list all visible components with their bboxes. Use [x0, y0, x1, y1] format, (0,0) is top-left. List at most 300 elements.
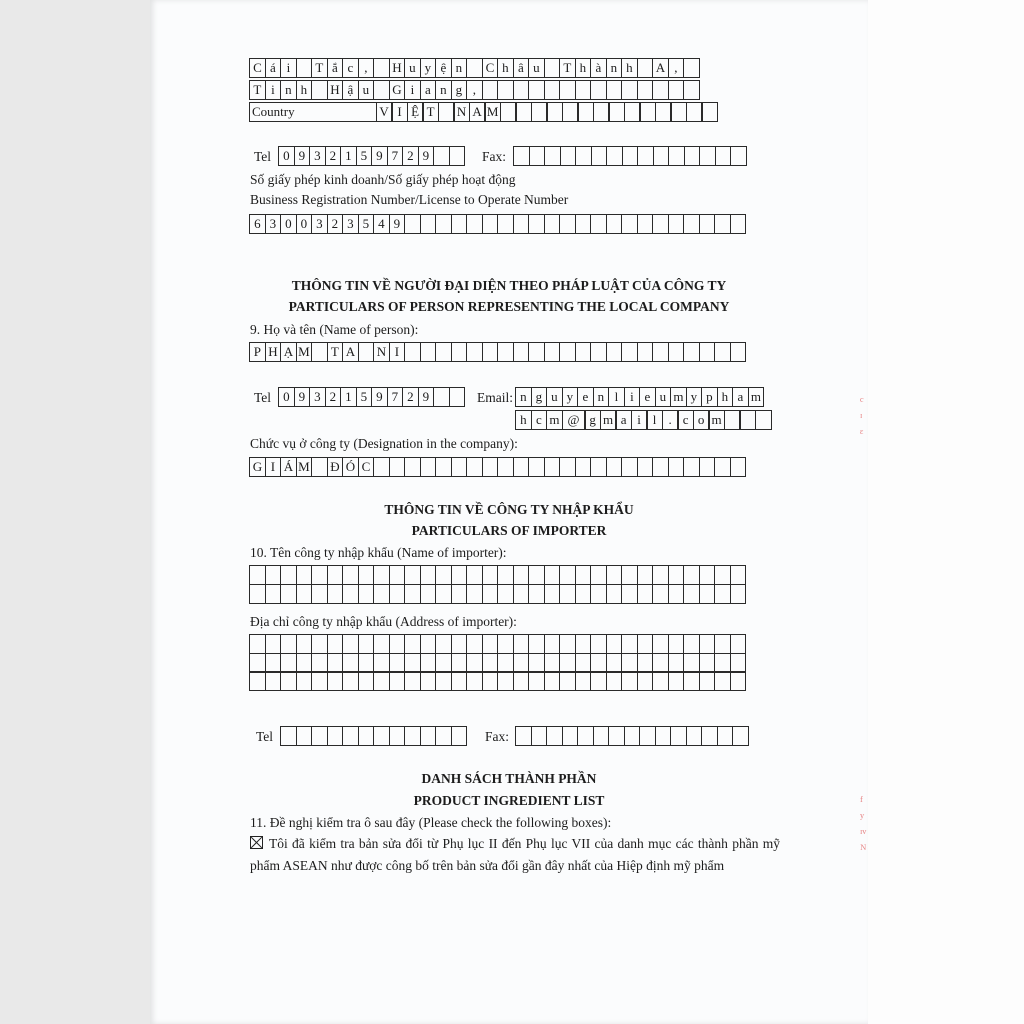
char-cell: [683, 80, 700, 100]
blank-cell: [577, 726, 594, 746]
blank-cell: [389, 653, 406, 673]
importer-name-field[interactable]: [249, 565, 745, 602]
blank-cell: [482, 565, 499, 585]
person-name-field[interactable]: [249, 342, 745, 362]
char-cell: [699, 146, 716, 166]
blank-cell: [699, 565, 716, 585]
char-cell: [529, 146, 546, 166]
blank-cell: [668, 634, 685, 654]
char-cell: [637, 146, 654, 166]
char-cell: [544, 457, 561, 477]
char-cell: n: [280, 80, 297, 100]
blank-cell: [249, 565, 266, 585]
char-cell: c: [531, 410, 548, 430]
char-cell: [482, 457, 499, 477]
char-cell: C: [358, 457, 375, 477]
char-cell: [668, 342, 685, 362]
blank-cell: [730, 653, 747, 673]
char-cell: Đ: [327, 457, 344, 477]
char-cell: u: [404, 58, 421, 78]
blank-cell: [606, 565, 623, 585]
char-cell: [559, 214, 576, 234]
company-tel-field[interactable]: [278, 146, 464, 166]
char-cell: h: [621, 58, 638, 78]
blank-cell: [699, 634, 716, 654]
char-cell: T: [422, 102, 439, 122]
char-cell: [311, 80, 328, 100]
rep-tel-field[interactable]: [278, 387, 464, 407]
blank-cell: [699, 584, 716, 604]
blank-cell: [358, 565, 375, 585]
char-cell: [559, 342, 576, 362]
char-cell: g: [531, 387, 548, 407]
blank-cell: [280, 565, 297, 585]
char-cell: ệ: [435, 58, 452, 78]
email-field-line-2[interactable]: [515, 410, 770, 430]
char-cell: ậ: [342, 80, 359, 100]
blank-cell: [513, 565, 530, 585]
blank-cell: [342, 671, 359, 691]
char-cell: [544, 80, 561, 100]
char-cell: [466, 58, 483, 78]
char-cell: u: [358, 80, 375, 100]
char-cell: 4: [373, 214, 390, 234]
char-cell: [637, 80, 654, 100]
blank-cell: [528, 634, 545, 654]
char-cell: [624, 102, 641, 122]
blank-cell: [544, 565, 561, 585]
blank-cell: [652, 671, 669, 691]
blank-cell: [714, 584, 731, 604]
char-cell: 7: [387, 387, 404, 407]
blank-cell: [466, 634, 483, 654]
char-cell: u: [528, 58, 545, 78]
char-cell: [683, 342, 700, 362]
char-cell: [466, 457, 483, 477]
blank-cell: [531, 726, 548, 746]
char-cell: [449, 146, 466, 166]
char-cell: [637, 457, 654, 477]
blank-cell: [639, 726, 656, 746]
char-cell: [621, 342, 638, 362]
char-cell: y: [686, 387, 703, 407]
email-field-line-1[interactable]: [515, 387, 763, 407]
blank-cell: [621, 565, 638, 585]
blank-cell: [652, 565, 669, 585]
char-cell: [755, 410, 772, 430]
blank-cell: [451, 565, 468, 585]
char-cell: [311, 342, 328, 362]
importer-address-field[interactable]: [249, 634, 745, 690]
char-cell: I: [265, 457, 282, 477]
blank-cell: [327, 653, 344, 673]
blank-cell: [621, 634, 638, 654]
char-cell: [668, 457, 685, 477]
char-cell: 2: [325, 387, 342, 407]
char-cell: [622, 146, 639, 166]
char-cell: [513, 457, 530, 477]
char-cell: [420, 457, 437, 477]
char-cell: h: [717, 387, 734, 407]
blank-cell: [497, 653, 514, 673]
blank-cell: [606, 584, 623, 604]
char-cell: .: [662, 410, 679, 430]
ingredient-instruction: 11. Đề nghị kiểm tra ô sau đây (Please check the following boxes):: [250, 815, 612, 830]
char-cell: T: [327, 342, 344, 362]
blank-cell: [404, 584, 421, 604]
char-cell: 2: [402, 387, 419, 407]
designation-field[interactable]: [249, 457, 745, 477]
blank-cell: [590, 565, 607, 585]
importer-tel-field[interactable]: [280, 726, 466, 746]
char-cell: i: [265, 80, 282, 100]
char-cell: l: [646, 410, 663, 430]
blank-cell: [683, 653, 700, 673]
blank-cell: [513, 653, 530, 673]
blank-cell: [513, 634, 530, 654]
char-cell: [699, 457, 716, 477]
char-cell: [497, 214, 514, 234]
char-cell: M: [296, 342, 313, 362]
checked-checkbox-icon[interactable]: [250, 836, 263, 849]
char-cell: [531, 102, 548, 122]
char-cell: [637, 214, 654, 234]
blank-cell: [311, 584, 328, 604]
blank-cell: [404, 726, 421, 746]
blank-cell: [342, 726, 359, 746]
char-cell: [606, 146, 623, 166]
blank-cell: [513, 584, 530, 604]
blank-cell: [249, 634, 266, 654]
char-cell: a: [732, 387, 749, 407]
address-line-2: [249, 80, 699, 100]
char-cell: e: [639, 387, 656, 407]
char-cell: o: [693, 410, 710, 430]
blank-cell: [730, 671, 747, 691]
char-cell: 9: [418, 387, 435, 407]
business-registration-field[interactable]: [249, 214, 745, 234]
blank-cell: [637, 634, 654, 654]
business-registration-label-vi: Số giấy phép kinh doanh/Số giấy phép hoạt động: [250, 172, 516, 187]
char-cell: [449, 387, 466, 407]
char-cell: A: [652, 58, 669, 78]
char-cell: [683, 214, 700, 234]
char-cell: [590, 342, 607, 362]
blank-cell: [280, 634, 297, 654]
blank-cell: [559, 565, 576, 585]
blank-cell: [683, 584, 700, 604]
blank-cell: [420, 565, 437, 585]
char-cell: A: [469, 102, 486, 122]
char-cell: i: [631, 410, 648, 430]
char-cell: 2: [325, 146, 342, 166]
char-cell: [404, 214, 421, 234]
blank-cell: [420, 671, 437, 691]
char-cell: [714, 457, 731, 477]
char-cell: N: [373, 342, 390, 362]
char-cell: Ạ: [280, 342, 297, 362]
blank-cell: [265, 584, 282, 604]
fax-label: Fax:: [482, 149, 507, 164]
char-cell: [724, 410, 741, 430]
blank-cell: [420, 584, 437, 604]
char-cell: [528, 80, 545, 100]
char-cell: m: [748, 387, 765, 407]
blank-cell: [544, 584, 561, 604]
char-cell: [699, 342, 716, 362]
char-cell: G: [389, 80, 406, 100]
country-label: Country: [249, 102, 377, 122]
blank-cell: [714, 634, 731, 654]
char-cell: [560, 146, 577, 166]
char-cell: c: [342, 58, 359, 78]
char-cell: m: [670, 387, 687, 407]
blank-cell-row: [249, 565, 745, 585]
blank-cell: [358, 584, 375, 604]
company-fax-field[interactable]: [513, 146, 746, 166]
char-cell: [404, 457, 421, 477]
blank-cell: [451, 634, 468, 654]
blank-cell: [404, 565, 421, 585]
importer-heading-vi: THÔNG TIN VỀ CÔNG TY NHẬP KHẨU: [384, 502, 634, 517]
importer-fax-label: Fax:: [485, 729, 510, 744]
char-cell: 3: [309, 146, 326, 166]
char-cell: y: [562, 387, 579, 407]
blank-cell: [389, 634, 406, 654]
char-cell: [668, 214, 685, 234]
char-cell: 9: [294, 387, 311, 407]
char-cell: [683, 58, 700, 78]
blank-cell: [249, 584, 266, 604]
char-cell: 2: [402, 146, 419, 166]
char-cell: [652, 457, 669, 477]
char-cell: [590, 80, 607, 100]
blank-cell: [730, 565, 747, 585]
blank-cell: [249, 671, 266, 691]
blank-cell: [637, 584, 654, 604]
blank-cell: [389, 584, 406, 604]
ingredient-check-paragraph: [250, 833, 780, 877]
blank-cell: [559, 634, 576, 654]
blank-cell: [482, 671, 499, 691]
blank-cell: [575, 671, 592, 691]
char-cell: i: [280, 58, 297, 78]
char-cell: 1: [340, 387, 357, 407]
char-cell: 3: [342, 214, 359, 234]
blank-cell: [590, 653, 607, 673]
blank-cell: [373, 726, 390, 746]
char-cell: Á: [280, 457, 297, 477]
char-cell: 0: [278, 387, 295, 407]
char-cell: 1: [340, 146, 357, 166]
importer-fax-field[interactable]: [515, 726, 748, 746]
char-cell: [590, 214, 607, 234]
blank-cell: [311, 634, 328, 654]
char-cell: n: [451, 58, 468, 78]
blank-cell: [606, 653, 623, 673]
blank-cell: [296, 671, 313, 691]
char-cell: [544, 146, 561, 166]
blank-cell: [637, 671, 654, 691]
char-cell: [699, 214, 716, 234]
blank-cell: [435, 671, 452, 691]
blank-cell: [575, 584, 592, 604]
char-cell: [497, 457, 514, 477]
blank-cell: [327, 671, 344, 691]
char-cell: H: [327, 80, 344, 100]
blank-cell: [451, 584, 468, 604]
blank-cell: [730, 584, 747, 604]
char-cell: [637, 342, 654, 362]
address-line-1: [249, 58, 699, 78]
importer-address-label: Địa chỉ công ty nhập khẩu (Address of importer):: [250, 614, 517, 629]
char-cell: n: [606, 58, 623, 78]
blank-cell: [373, 634, 390, 654]
char-cell: I: [389, 342, 406, 362]
blank-cell: [358, 726, 375, 746]
ingredient-heading-vi: DANH SÁCH THÀNH PHẦN: [421, 771, 597, 786]
char-cell: [435, 457, 452, 477]
char-cell: n: [435, 80, 452, 100]
char-cell: [451, 342, 468, 362]
char-cell: [433, 146, 450, 166]
char-cell: [621, 214, 638, 234]
blank-cell: [652, 634, 669, 654]
char-cell: [544, 58, 561, 78]
blank-cell: [575, 653, 592, 673]
blank-cell: [497, 584, 514, 604]
blank-cell: [717, 726, 734, 746]
blank-cell: [528, 584, 545, 604]
checkbox-text: Tôi đã kiểm tra bản sửa đổi từ Phụ lục II đến Phụ lục VII của danh mục các thành phần mỹ phẩm ASEAN như được công bố trên bản sửa đổi gần đây nhất của Hiệp định mỹ phẩm: [250, 836, 780, 873]
char-cell: [701, 102, 718, 122]
blank-cell: [686, 726, 703, 746]
blank-cell: [621, 671, 638, 691]
char-cell: [606, 214, 623, 234]
blank-cell: [652, 584, 669, 604]
char-cell: [544, 342, 561, 362]
char-cell: [528, 214, 545, 234]
char-cell: g: [451, 80, 468, 100]
rep-tel-label: Tel: [254, 390, 272, 405]
blank-cell: [655, 726, 672, 746]
blank-cell: [593, 726, 610, 746]
blank-cell: [714, 653, 731, 673]
char-cell: T: [311, 58, 328, 78]
char-cell: m: [708, 410, 725, 430]
blank-cell: [280, 584, 297, 604]
char-cell: [544, 214, 561, 234]
blank-cell: [528, 671, 545, 691]
char-cell: [358, 342, 375, 362]
char-cell: 9: [389, 214, 406, 234]
blank-cell: [435, 584, 452, 604]
blank-cell: [358, 671, 375, 691]
blank-cell: [311, 653, 328, 673]
char-cell: [668, 146, 685, 166]
blank-cell: [683, 671, 700, 691]
char-cell: [686, 102, 703, 122]
char-cell: 9: [294, 146, 311, 166]
char-cell: [639, 102, 656, 122]
char-cell: [575, 146, 592, 166]
char-cell: [575, 214, 592, 234]
blank-cell: [404, 634, 421, 654]
char-cell: [296, 58, 313, 78]
char-cell: [637, 58, 654, 78]
blank-cell: [590, 584, 607, 604]
char-cell: T: [249, 80, 266, 100]
char-cell: [497, 342, 514, 362]
person-name-label: 9. Họ và tên (Name of person):: [250, 322, 419, 337]
blank-cell: [296, 726, 313, 746]
char-cell: [404, 342, 421, 362]
country-row: [249, 102, 717, 122]
char-cell: M: [296, 457, 313, 477]
char-cell: [739, 410, 756, 430]
char-cell: i: [624, 387, 641, 407]
blank-cell: [265, 653, 282, 673]
blank-cell: [652, 653, 669, 673]
char-cell: i: [404, 80, 421, 100]
char-cell: g: [584, 410, 601, 430]
blank-cell: [637, 653, 654, 673]
blank-cell: [699, 671, 716, 691]
char-cell: n: [593, 387, 610, 407]
char-cell: 9: [371, 387, 388, 407]
blank-cell: [404, 671, 421, 691]
char-cell: [590, 457, 607, 477]
blank-cell: [575, 634, 592, 654]
char-cell: 5: [358, 214, 375, 234]
importer-name-label: 10. Tên công ty nhập khẩu (Name of importer):: [250, 545, 507, 560]
char-cell: [670, 102, 687, 122]
char-cell: [591, 146, 608, 166]
char-cell: ,: [668, 58, 685, 78]
char-cell: ắ: [327, 58, 344, 78]
blank-cell: [562, 726, 579, 746]
char-cell: 2: [327, 214, 344, 234]
blank-cell: [373, 584, 390, 604]
blank-cell: [358, 653, 375, 673]
blank-cell: [683, 634, 700, 654]
char-cell: M: [484, 102, 501, 122]
blank-cell: [546, 726, 563, 746]
blank-cell: [311, 671, 328, 691]
char-cell: n: [515, 387, 532, 407]
char-cell: 0: [296, 214, 313, 234]
blank-cell: [590, 671, 607, 691]
business-registration-label-en: Business Registration Number/License to Operate Number: [250, 192, 569, 207]
blank-cell: [608, 726, 625, 746]
importer-heading-en: PARTICULARS OF IMPORTER: [411, 523, 607, 538]
char-cell: [714, 214, 731, 234]
blank-cell: [701, 726, 718, 746]
blank-cell: [435, 565, 452, 585]
blank-cell: [466, 584, 483, 604]
char-cell: [653, 146, 670, 166]
blank-cell: [296, 634, 313, 654]
char-cell: [730, 342, 747, 362]
blank-cell: [265, 634, 282, 654]
blank-cell: [451, 726, 468, 746]
char-cell: [621, 80, 638, 100]
char-cell: [420, 214, 437, 234]
char-cell: e: [577, 387, 594, 407]
char-cell: H: [389, 58, 406, 78]
char-cell: p: [701, 387, 718, 407]
char-cell: H: [265, 342, 282, 362]
